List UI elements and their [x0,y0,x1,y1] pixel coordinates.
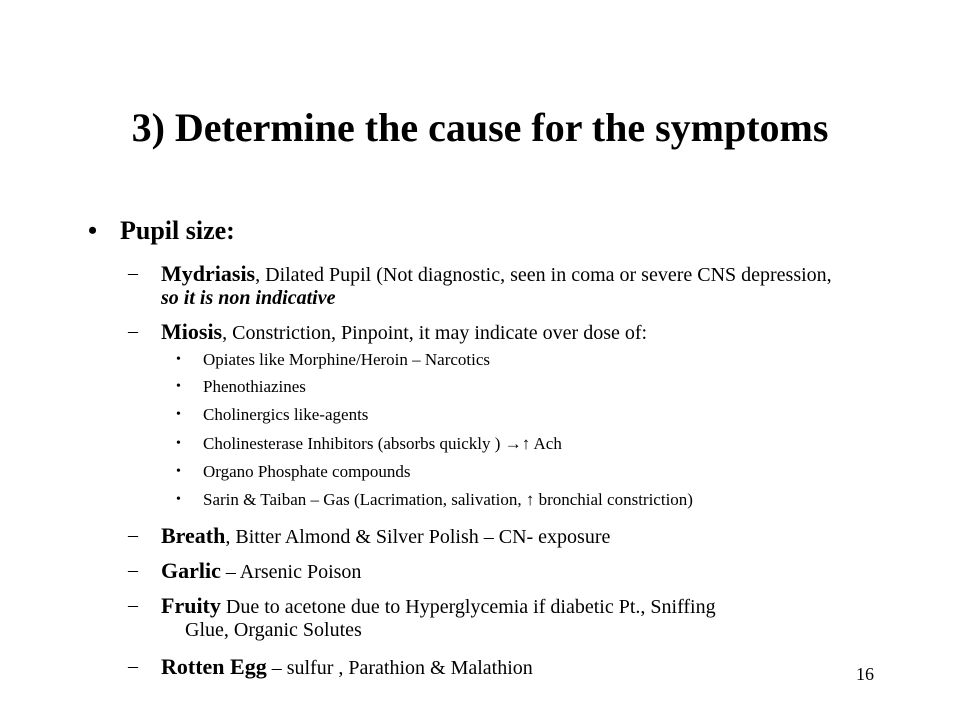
bullet-icon: • [176,464,181,479]
item-text: , Bitter Almond & Silver Polish – CN- exposure [225,526,611,548]
item-mydriasis [128,262,848,310]
item-garlic [128,559,848,584]
item-text: – sulfur , Parathion & Malathion [266,657,533,679]
sub-item-text: Organo Phosphate compounds [203,462,411,481]
item-fruity [128,594,848,642]
sub-item [176,434,562,454]
dash-icon: – [128,655,138,677]
item-text: – Arsenic Poison [220,561,362,583]
item-keyword: Mydriasis [161,261,256,286]
sub-item-text: Phenothiazines [203,377,306,396]
item-text: , Dilated Pupil (Not diagnostic, seen in coma or severe CNS depression, [255,264,832,286]
sub-item [176,490,693,510]
item-rotten-egg [128,655,848,680]
sub-item-text: Opiates like Morphine/Heroin – Narcotics [203,350,491,369]
page-number: 16 [856,664,874,684]
item-text: , Constriction, Pinpoint, it may indicate over dose of: [222,322,648,344]
dash-icon: – [128,262,138,284]
dash-icon: – [128,320,138,342]
item-keyword: Miosis [161,319,223,344]
sub-item [176,462,410,482]
item-breath [128,524,848,549]
bullet-icon: • [176,379,181,394]
bullet-icon: • [176,407,181,422]
sub-item [176,405,368,425]
item-keyword: Breath [161,523,226,548]
sub-item [176,350,490,370]
sub-item [176,377,306,397]
item-emphasis: so it is non indicative [161,287,336,309]
dash-icon: – [128,524,138,546]
item-continuation: Glue, Organic Solutes [185,619,362,641]
bullet-icon: • [176,352,181,367]
dash-icon: – [128,559,138,581]
item-keyword: Garlic [161,558,221,583]
item-keyword: Fruity [161,593,221,618]
item-keyword: Rotten Egg [161,654,267,679]
sub-item-text: Cholinesterase Inhibitors (absorbs quickly ) →↑ Ach [203,434,562,453]
item-miosis [128,320,848,345]
item-text: Due to acetone due to Hyperglycemia if diabetic Pt., Sniffing [220,596,716,618]
bullet-icon: • [176,492,181,507]
bullet-icon: • [88,216,98,245]
bullet-icon: • [176,436,181,451]
sub-item-text: Sarin & Taiban – Gas (Lacrimation, salivation, ↑ bronchial constriction) [203,490,693,509]
dash-icon: – [128,594,138,616]
sub-item-text: Cholinergics like-agents [203,405,369,424]
slide-title: 3) Determine the cause for the symptoms [131,105,829,150]
section-heading: Pupil size: [120,216,235,245]
